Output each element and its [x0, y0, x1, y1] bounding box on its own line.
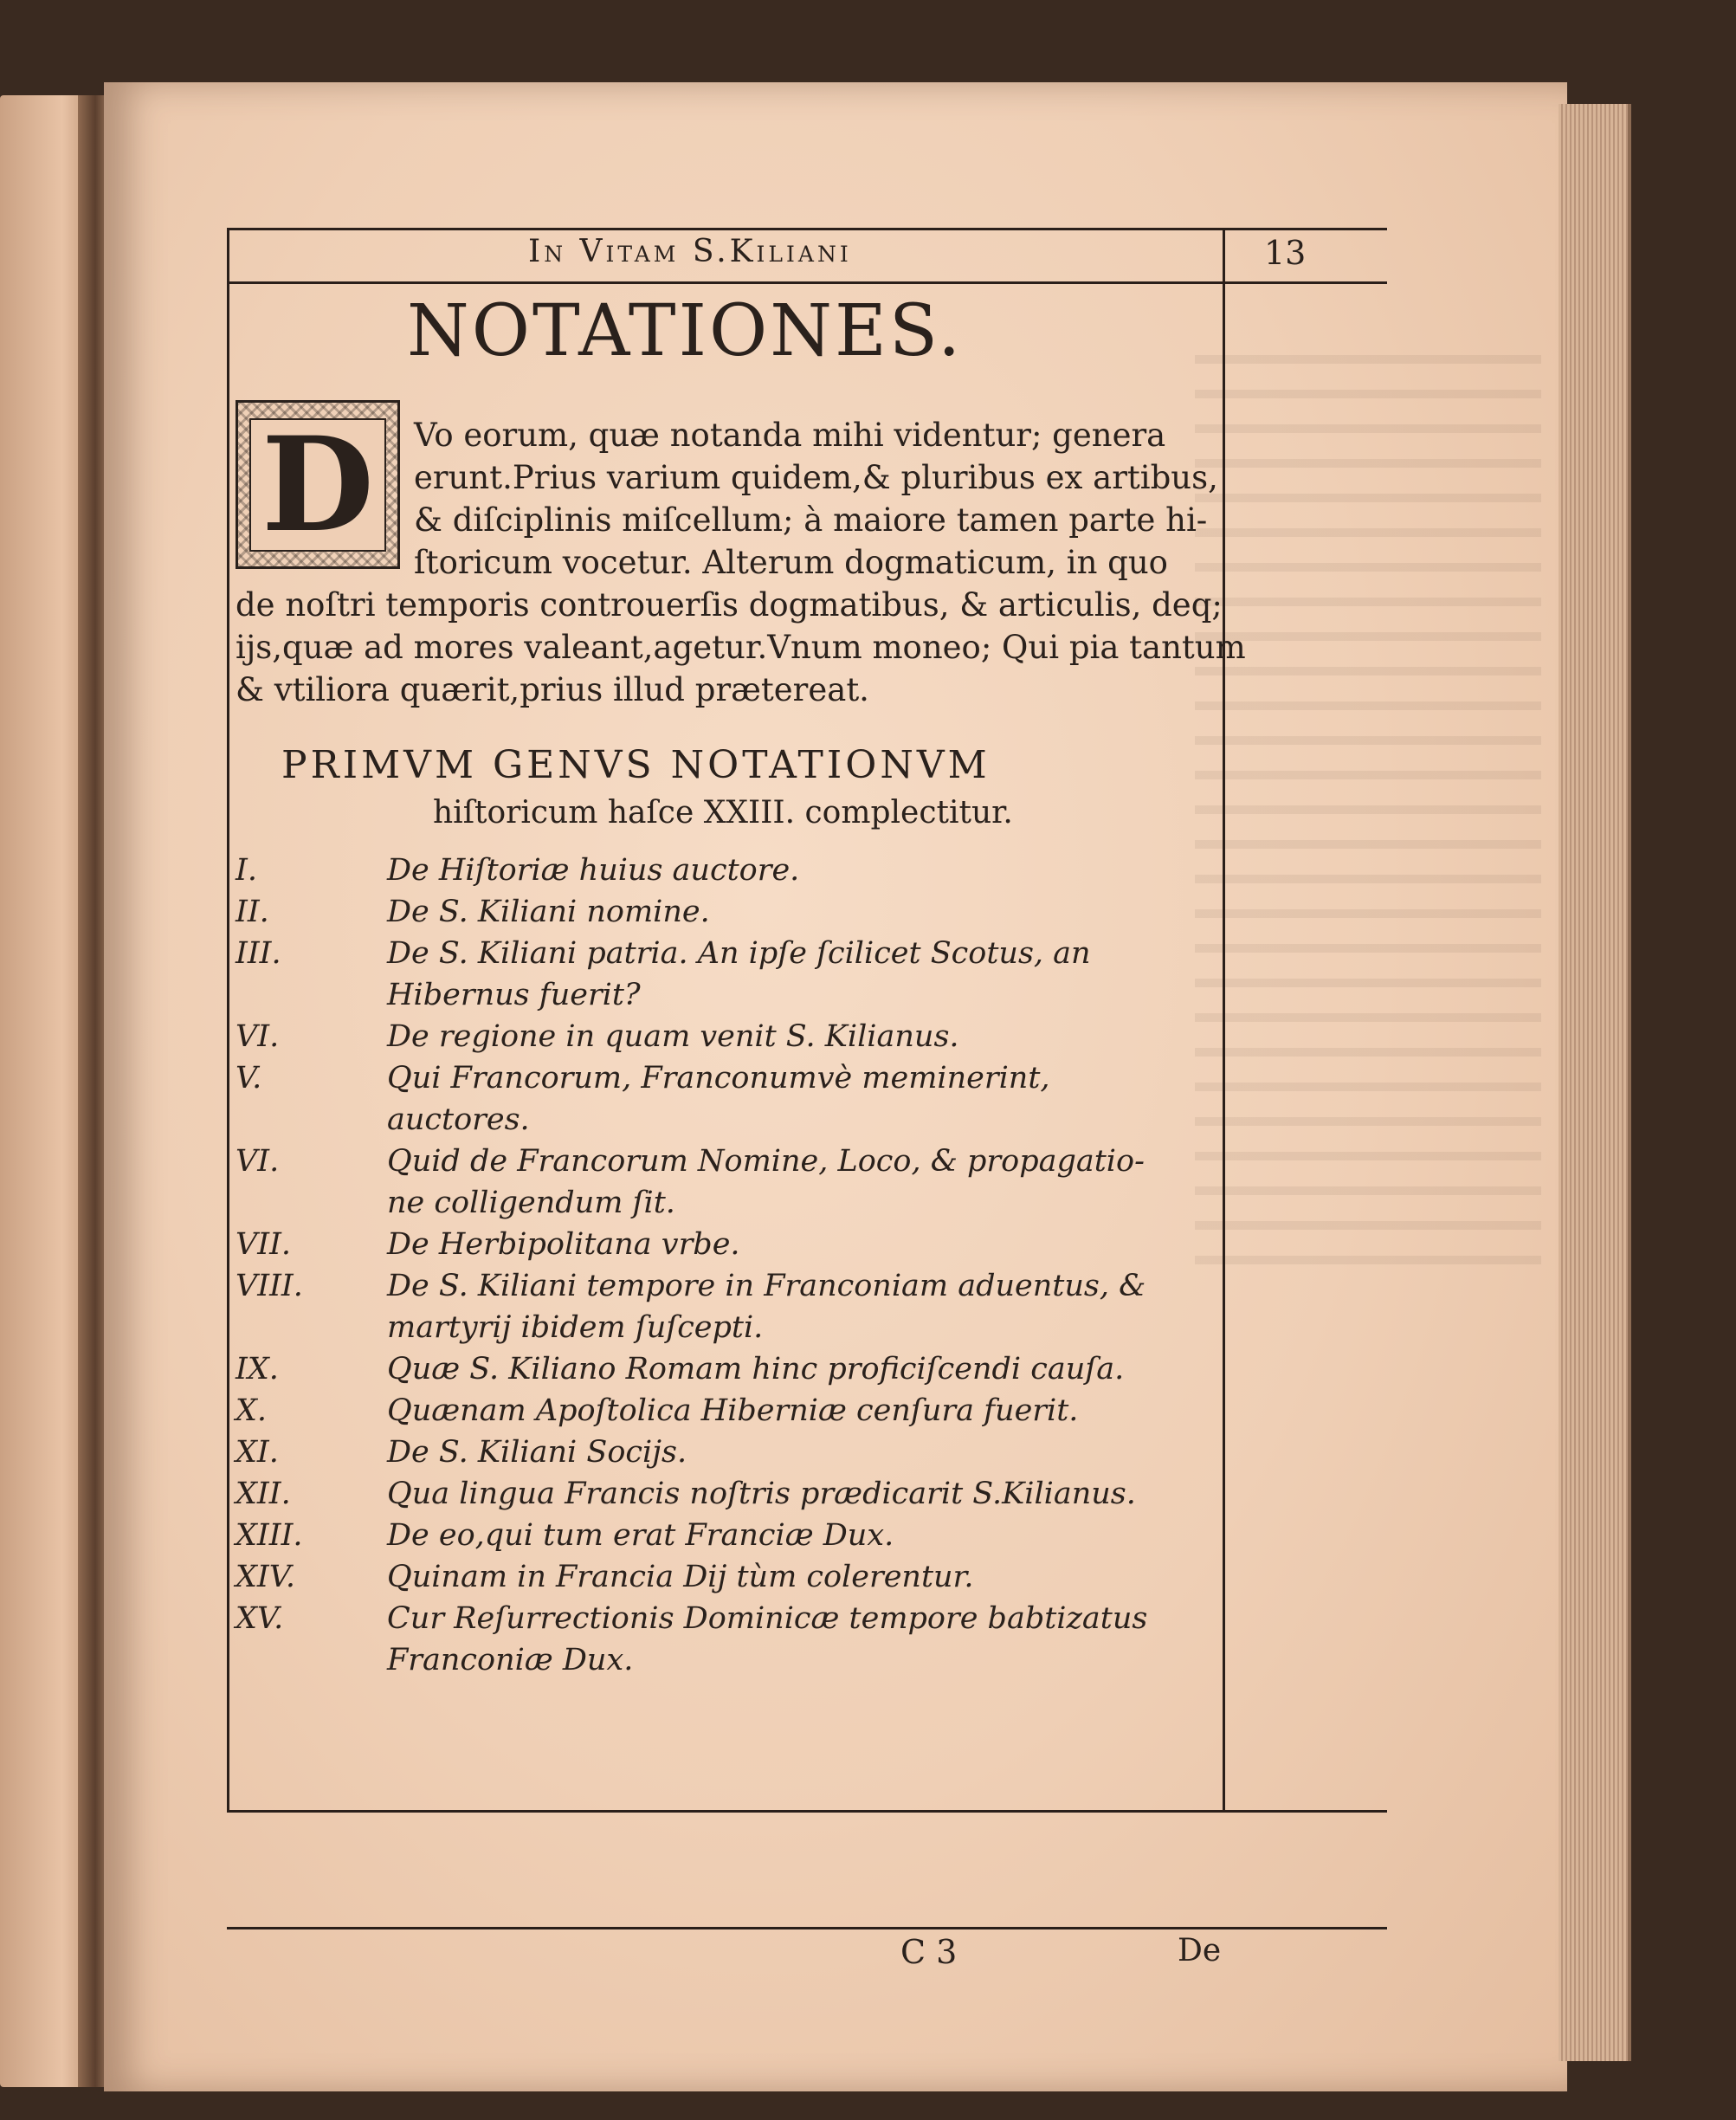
item-text: De S. Kiliani Socijs.	[387, 1435, 687, 1470]
header-rule	[227, 281, 1387, 284]
item-number: VII.	[236, 1227, 292, 1262]
item-number: I.	[236, 853, 257, 888]
item-continuation: martyrij ibidem ſuſcepti.	[387, 1310, 764, 1345]
frame-footer-rule	[227, 1927, 1387, 1929]
intro-line-5: de noſtri temporis controuerſis dogmatibus, & articulis, deq;	[236, 586, 1223, 624]
item-continuation: auctores.	[387, 1102, 530, 1137]
item-continuation: Hibernus fuerit?	[387, 978, 641, 1012]
item-number: XIII.	[236, 1518, 303, 1553]
frame-right-rule	[1223, 228, 1225, 1813]
intro-line-3: & diſciplinis miſcellum; à maiore tamen parte hi-	[414, 501, 1208, 539]
frame-left-rule	[227, 228, 229, 1813]
intro-line-4: ſtoricum vocetur. Alterum dogmaticum, in quo	[414, 544, 1168, 581]
item-text: Quæ S. Kiliano Romam hinc proficiſcendi cauſa.	[387, 1352, 1125, 1386]
intro-line-7: & vtiliora quærit,prius illud prætereat.	[236, 671, 869, 708]
intro-line-2: erunt.Prius varium quidem,& pluribus ex artibus,	[414, 459, 1218, 496]
frame-top-rule	[227, 228, 1387, 230]
running-head: In Vitam S.Kiliani	[528, 234, 852, 269]
item-number: IX.	[236, 1352, 279, 1386]
item-text: De eo,qui tum erat Franciæ Dux.	[387, 1518, 894, 1553]
item-number: VI.	[236, 1144, 280, 1179]
item-text: Quænam Apoſtolica Hiberniæ cenſura fuerit.	[387, 1393, 1079, 1428]
item-text: Qui Francorum, Franconumvè meminerint,	[387, 1061, 1050, 1096]
item-text: Quinam in Francia Dij tùm colerentur.	[387, 1560, 974, 1594]
page-title: NOTATIONES.	[407, 290, 964, 372]
item-number: V.	[236, 1061, 262, 1096]
item-text: De Hiſtoriæ huius auctore.	[387, 853, 800, 888]
drop-cap-initial	[236, 400, 400, 569]
item-number: XIV.	[236, 1560, 296, 1594]
signature-mark: C 3	[900, 1933, 958, 1971]
page-fore-edge	[1559, 104, 1631, 2061]
item-number: VI.	[236, 1019, 280, 1054]
item-text: Qua lingua Francis noſtris prædicarit S.Kilianus.	[387, 1477, 1136, 1511]
item-number: XII.	[236, 1477, 291, 1511]
item-text: De S. Kiliani nomine.	[387, 895, 710, 929]
catchword: De	[1178, 1933, 1222, 1968]
item-continuation: Franconiæ Dux.	[387, 1643, 634, 1677]
item-text: Quid de Francorum Nomine, Loco, & propagatio-	[387, 1144, 1145, 1179]
item-number: II.	[236, 895, 269, 929]
section-subheading: hiſtoricum haſce XXIII. complectitur.	[433, 795, 1013, 831]
item-continuation: ne colligendum ſit.	[387, 1186, 675, 1220]
item-text: De Herbipolitana vrbe.	[387, 1227, 740, 1262]
item-text: De S. Kiliani patria. An ipſe ſcilicet Scotus, an	[387, 936, 1091, 971]
frame-bottom-rule	[227, 1810, 1387, 1813]
intro-line-1: Vo eorum, quæ notanda mihi videntur; genera	[414, 417, 1166, 454]
item-number: X.	[236, 1393, 268, 1428]
item-text: De S. Kiliani tempore in Franconiam aduentus, &	[387, 1269, 1146, 1303]
item-number: XV.	[236, 1601, 284, 1636]
item-text: Cur Reſurrectionis Dominicæ tempore babtizatus	[387, 1601, 1148, 1636]
show-through-text	[1195, 329, 1541, 1282]
item-number: III.	[236, 936, 281, 971]
intro-line-6: ijs,quæ ad mores valeant,agetur.Vnum moneo; Qui pia tantum	[236, 629, 1246, 666]
item-text: De regione in quam venit S. Kilianus.	[387, 1019, 959, 1054]
drop-cap-letter: D	[249, 418, 386, 552]
section-heading: PRIMVM GENVS NOTATIONVM	[281, 743, 991, 787]
page-number: 13	[1264, 234, 1307, 272]
item-number: XI.	[236, 1435, 279, 1470]
item-number: VIII.	[236, 1269, 303, 1303]
